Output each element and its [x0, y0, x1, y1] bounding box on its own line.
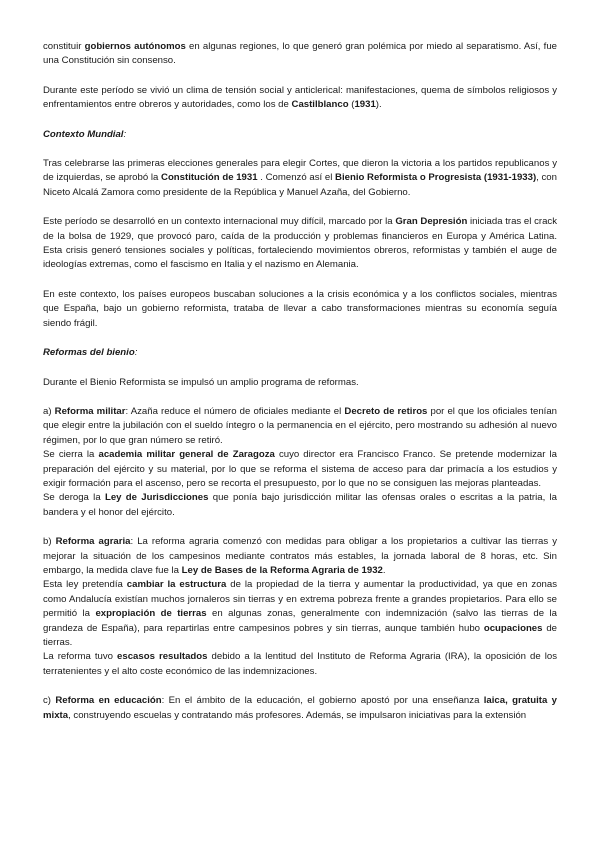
text-run: , con Niceto Alcalá Zamora como presidente de la República y Manuel Azaña, del Gobierno.	[43, 172, 557, 198]
paragraph-european-solutions: En este contexto, los países europeos buscaban soluciones a la crisis económica y a los conflictos sociales, mientras que España, bajo un gobierno reformista, trataba de llevar a cabo transformaciones mientras su economía seguía siendo frágil.	[43, 288, 557, 329]
paragraph-jurisdictions-law	[43, 491, 557, 520]
text-run: : Azaña reduce el número de oficiales mediante el	[125, 405, 345, 417]
text-run: en algunas regiones, lo que generó gran polémica por miedo al separatismo. Así, fue una Constitución sin consenso.	[43, 41, 557, 67]
text-run: : En el ámbito de la educación, el gobierno apostó por una enseñanza	[161, 695, 484, 707]
bold-term: Constitución de 1931	[161, 172, 258, 184]
bold-term: laica, gratuita y mixta	[43, 695, 557, 721]
paragraph-international-context	[43, 215, 557, 273]
text-run: Tras celebrarse las primeras elecciones generales para elegir Cortes, que dieron la victoria a los partidos republicanos y de izquierdas, se aprobó la	[43, 158, 557, 184]
paragraph-academy-closure	[43, 448, 557, 491]
bold-term: academia militar general de Zaragoza	[98, 449, 275, 461]
text-run: debido a la lentitud del Instituto de Reforma Agraria (IRA), la oposición de los terratenientes y el alto coste económico de las indemnizaciones.	[43, 651, 558, 677]
paragraph-land-structure	[43, 578, 557, 650]
bold-term: gobiernos autónomos	[84, 41, 186, 52]
list-marker: b)	[43, 536, 56, 548]
text-run: cuyo director era Francisco Franco. Se pretende modernizar la preparación del ejército y su material, por lo que se reforma el sistema de acceso para dar primacía a los estudios y exigir formación para el ascenso, pero se recorta el presupuesto, por lo que no se consiguen las mejoras planteadas.	[43, 449, 558, 489]
text-run: por el que los oficiales tenían que elegir entre la jubilación con el sueldo íntegro o la permanencia en el ejército, pero mostrando su adhesión al nuevo régimen, por lo que gran número se retiró.	[43, 405, 557, 446]
bold-term: Castilblanco	[291, 99, 349, 111]
paragraph-elections	[43, 157, 557, 200]
text-run: : La reforma agraria comenzó con medidas para obligar a los propietarios a cultivar las tierras y mejorar la situación de los campesinos mediante contratos más estables, la jornada laboral de 8 horas, etc. Sin embargo, la medida clave fue la	[43, 536, 557, 576]
text-run: Durante este período se vivió un clima de tensión social y anticlerical: manifestaciones, quema de símbolos religiosos y enfrentamientos entre obreros y autoridades, como los de	[43, 84, 557, 111]
text-run: en algunas zonas, generalmente con indemnización (salvo las tierras de la grandeza de España), para repartirlas entre campesinos pobres y sin tierras, aunque también hubo	[43, 608, 557, 634]
heading-contexto-mundial	[43, 128, 557, 142]
bold-term: 1931	[354, 99, 376, 111]
paragraph-constitution-end	[43, 40, 557, 69]
heading-text: Reformas del bienio	[43, 347, 135, 359]
text-run: , construyendo escuelas y contratando más profesores. Además, se impulsaron iniciativas para la extensión	[68, 709, 527, 721]
bold-term: ocupaciones	[483, 622, 543, 634]
text-run: Se deroga la	[43, 492, 105, 504]
text-run: (	[348, 99, 355, 111]
text-run: . Comenzó así el	[257, 172, 336, 184]
bold-term: Ley de Bases de la Reforma Agraria de 1932	[181, 564, 383, 576]
text-run: Se cierra la	[43, 449, 99, 461]
text-run: .	[382, 564, 386, 576]
text-run: iniciada tras el crack de la bolsa de 1929, que provocó paro, caída de la producción y problemas financieros en Europa y América Latina. Esta crisis generó tensiones sociales y políticas, fortaleciendo movimientos obreros, reformistas y también el auge de ideologías extremas, como el fascismo en Italia y el nazismo en Alemania.	[43, 216, 557, 271]
text-run: Esta ley pretendía	[43, 579, 127, 591]
paragraph-military-reform	[43, 405, 557, 448]
text-run: de tierras.	[43, 622, 557, 648]
bold-term: Gran Depresión	[395, 216, 468, 228]
text-run: ).	[375, 99, 382, 111]
paragraph-social-tension	[43, 84, 557, 113]
bold-term: Ley de Jurisdicciones	[104, 492, 209, 504]
text-run: que ponía bajo jurisdicción militar las ofensas orales o escritas a la patria, la bandera y el honor del ejército.	[43, 492, 558, 518]
bold-term: cambiar la estructura	[126, 579, 227, 591]
bold-term: expropiación de tierras	[95, 608, 207, 620]
paragraph-reform-program: Durante el Bienio Reformista se impulsó un amplio programa de reformas.	[43, 376, 359, 388]
bold-term: Reforma militar	[54, 405, 126, 417]
text-run: La reforma tuvo	[43, 651, 118, 663]
bold-term: escasos resultados	[117, 651, 208, 663]
paragraph-education-reform	[43, 694, 557, 723]
bold-term: Reforma agraria	[55, 536, 131, 548]
bold-term: Decreto de retiros	[344, 405, 428, 417]
paragraph-agrarian-results	[43, 650, 557, 679]
heading-text: Contexto Mundial	[43, 128, 124, 140]
list-marker: a)	[43, 405, 55, 417]
heading-suffix: :	[123, 128, 127, 140]
text-run: constituir	[43, 41, 85, 52]
heading-suffix: :	[134, 347, 138, 359]
list-marker: c)	[43, 695, 56, 707]
heading-reformas-bienio	[43, 346, 557, 360]
paragraph-agrarian-reform	[43, 535, 557, 578]
text-run: de la propiedad de la tierra y aumentar la productividad, ya que en zonas como Andalucía existían muchos jornaleros sin tierras y en extrema pobreza frente a grandes propietarios. Para ello se permitió la	[43, 579, 557, 620]
text-run: Este período se desarrolló en un contexto internacional muy difícil, marcado por la	[43, 216, 396, 228]
bold-term: Bienio Reformista o Progresista (1931-1933)	[335, 172, 537, 184]
bold-term: Reforma en educación	[55, 695, 162, 707]
